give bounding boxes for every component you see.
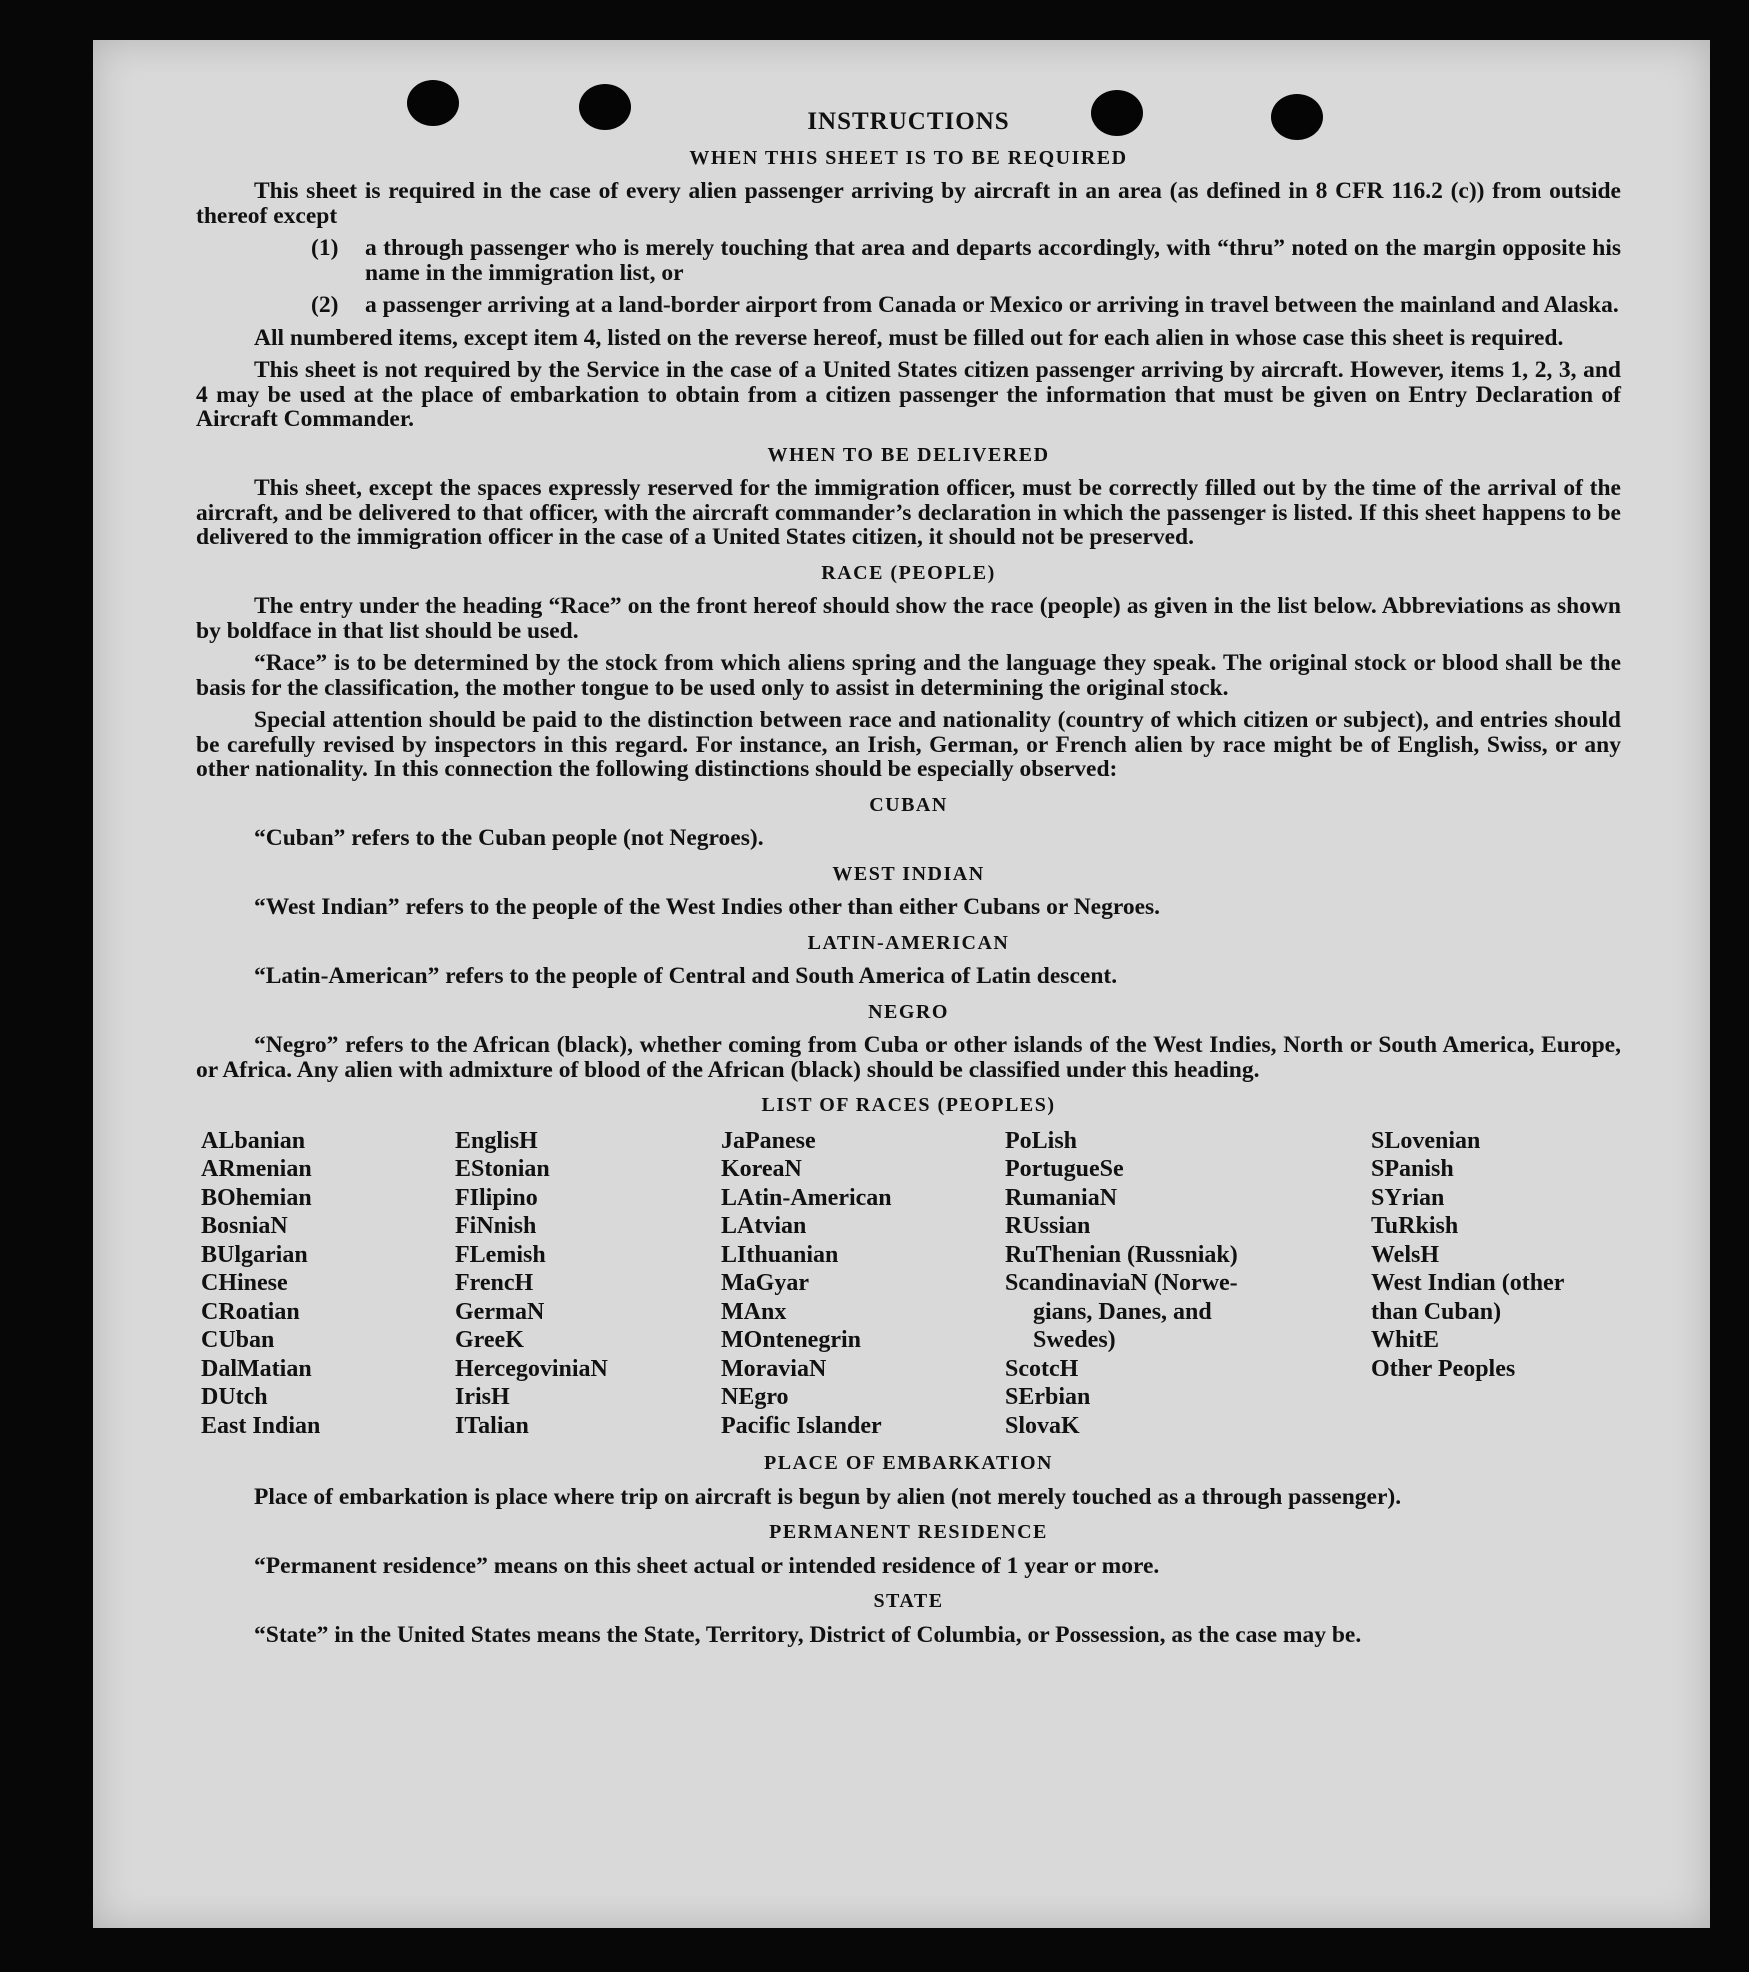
- race-entry: ARmenian: [201, 1156, 312, 1182]
- instructions-body: [196, 106, 1621, 1655]
- races-column-3: [721, 1127, 1005, 1441]
- race-paragraph-1: The entry under the heading “Race” on the front hereof should show the race (people) as given in the list below. Abbreviations as shown by boldface in that list should be used.: [196, 593, 1621, 644]
- section-heading-embarkation: PLACE OF EMBARKATION: [764, 1452, 1053, 1474]
- race-entry: FrencH: [455, 1270, 534, 1296]
- race-entry: JaPanese: [721, 1127, 816, 1154]
- race-entry: TuRkish: [1371, 1213, 1459, 1239]
- exception-item: [311, 293, 1621, 318]
- race-entry: CUban: [201, 1327, 275, 1353]
- state-paragraph: “State” in the United States means the State, Territory, District of Columbia, or Possession, as the case may be.: [254, 1621, 1362, 1648]
- section-heading-residence: PERMANENT RESIDENCE: [769, 1521, 1048, 1543]
- exception-text: a through passenger who is merely touching that area and departs accordingly, with “thru” noted on the margin opposite his name in the immigration list, or: [365, 235, 1621, 286]
- race-entry: ALbanian: [201, 1127, 306, 1154]
- race-entry: BOhemian: [201, 1184, 312, 1211]
- section-heading-race: RACE (PEOPLE): [821, 561, 996, 584]
- race-entry: GreeK: [455, 1327, 524, 1353]
- race-entry: BUlgarian: [201, 1241, 308, 1268]
- race-entry: PoLish: [1005, 1127, 1078, 1154]
- exception-item: [311, 236, 1621, 285]
- page-title: INSTRUCTIONS: [807, 108, 1010, 135]
- race-entry: ScandinaviaN (Norwe-: [1005, 1270, 1238, 1296]
- document-sheet: [93, 40, 1710, 1928]
- race-entry: PortugueSe: [1005, 1156, 1124, 1182]
- race-entry-continued: Swedes): [1033, 1327, 1116, 1353]
- race-entry: CRoatian: [201, 1298, 300, 1325]
- race-entry: MoraviaN: [721, 1355, 827, 1382]
- section-heading-negro: NEGRO: [868, 1000, 949, 1023]
- exception-number: (2): [311, 292, 339, 318]
- exception-text: a passenger arriving at a land-border airport from Canada or Mexico or arriving in travel between the mainland and Alaska.: [365, 292, 1619, 318]
- section-heading-latin-american: LATIN-AMERICAN: [807, 931, 1010, 954]
- section-heading-delivered: WHEN TO BE DELIVERED: [767, 443, 1050, 466]
- race-entry: MOntenegrin: [721, 1327, 861, 1353]
- race-entry: ITalian: [455, 1412, 529, 1439]
- section-heading-west-indian: WEST INDIAN: [832, 862, 985, 885]
- race-entry: CHinese: [201, 1270, 288, 1296]
- races-column-5: [1371, 1127, 1621, 1441]
- negro-paragraph: “Negro” refers to the African (black), whether coming from Cuba or other islands of the West Indies, North or South America, Europe, or Africa. Any alien with admixture of blood of the African (black) should be classified under this heading.: [196, 1032, 1621, 1083]
- race-paragraph-3: Special attention should be paid to the distinction between race and nationality (country of which citizen or subject), and entries should be carefully revised by inspectors in this regard. For instance, an Irish, German, or French alien by race might be of English, Swiss, or any other nationality. In this connection the following distinctions should be especially observed:: [196, 707, 1621, 782]
- races-column-1: [201, 1127, 455, 1441]
- race-entry: IrisH: [455, 1384, 510, 1410]
- citizen-paragraph: This sheet is not required by the Service in the case of a United States citizen passenger arriving by aircraft. However, items 1, 2, 3, and 4 may be used at the place of embarkation to obtain from a citizen passenger the information that must be given on Entry Declaration of Aircraft Commander.: [196, 357, 1621, 432]
- cuban-paragraph: “Cuban” refers to the Cuban people (not Negroes).: [254, 825, 764, 851]
- race-entry-continued: gians, Danes, and: [1033, 1298, 1212, 1325]
- race-entry: LIthuanian: [721, 1241, 839, 1268]
- race-entry: LAtin-American: [721, 1184, 892, 1211]
- residence-paragraph: “Permanent residence” means on this sheet actual or intended residence of 1 year or more.: [254, 1552, 1160, 1579]
- race-entry: SErbian: [1005, 1384, 1091, 1410]
- race-entry: SLovenian: [1371, 1127, 1481, 1154]
- race-entry: SPanish: [1371, 1156, 1454, 1182]
- race-entry: WelsH: [1371, 1241, 1440, 1268]
- race-entry: MaGyar: [721, 1270, 809, 1296]
- race-entry: DUtch: [201, 1384, 268, 1410]
- race-entry: FLemish: [455, 1241, 546, 1268]
- race-entry: East Indian: [201, 1412, 321, 1439]
- section-heading-cuban: CUBAN: [869, 793, 948, 816]
- race-entry: Other Peoples: [1371, 1355, 1516, 1382]
- race-entry: BosniaN: [201, 1213, 288, 1239]
- race-paragraph-2: “Race” is to be determined by the stock from which aliens spring and the language they speak. The original stock or blood shall be the basis for the classification, the mother tongue to be used only to assist in determining the original stock.: [196, 650, 1621, 701]
- race-entry: FIlipino: [455, 1184, 538, 1211]
- race-entry: KoreaN: [721, 1156, 802, 1182]
- races-list: [201, 1127, 1621, 1441]
- required-intro: This sheet is required in the case of every alien passenger arriving by aircraft in an area (as defined in 8 CFR 116.2 (c)) from outside thereof except: [196, 178, 1621, 229]
- exception-number: (1): [311, 235, 339, 261]
- race-entry: West Indian (other: [1371, 1270, 1565, 1296]
- race-entry: RUssian: [1005, 1213, 1091, 1239]
- race-entry: RumaniaN: [1005, 1184, 1118, 1211]
- race-entry: WhitE: [1371, 1327, 1440, 1353]
- race-entry: RuThenian (Russniak): [1005, 1241, 1238, 1268]
- race-entry: FiNnish: [455, 1213, 537, 1239]
- section-heading-required: WHEN THIS SHEET IS TO BE REQUIRED: [689, 146, 1128, 169]
- race-entry: DalMatian: [201, 1355, 312, 1382]
- latin-american-paragraph: “Latin-American” refers to the people of Central and South America of Latin descent.: [254, 963, 1118, 989]
- section-heading-state: STATE: [873, 1590, 944, 1612]
- race-entry: GermaN: [455, 1298, 545, 1325]
- section-heading-races-list: LIST OF RACES (PEOPLES): [761, 1094, 1056, 1116]
- race-entry: EnglisH: [455, 1127, 538, 1154]
- numbered-items-paragraph: All numbered items, except item 4, listed on the reverse hereof, must be filled out for each alien in whose case this sheet is required.: [254, 324, 1564, 351]
- race-entry-continued: than Cuban): [1371, 1298, 1502, 1325]
- race-entry: MAnx: [721, 1298, 787, 1325]
- race-entry: Pacific Islander: [721, 1412, 882, 1439]
- race-entry: HercegoviniaN: [455, 1355, 608, 1382]
- embarkation-paragraph: Place of embarkation is place where trip on aircraft is begun by alien (not merely touched as a through passenger).: [254, 1483, 1402, 1510]
- delivered-paragraph: This sheet, except the spaces expressly reserved for the immigration officer, must be correctly filled out by the time of the arrival of the aircraft, and be delivered to that officer, with the aircraft commander’s declaration in which the passenger is listed. If this sheet happens to be delivered to the immigration officer in the case of a United States citizen, it should not be preserved.: [196, 475, 1621, 550]
- race-entry: SlovaK: [1005, 1412, 1080, 1439]
- race-entry: NEgro: [721, 1384, 789, 1410]
- races-column-4: [1005, 1127, 1371, 1441]
- race-entry: LAtvian: [721, 1213, 807, 1239]
- west-indian-paragraph: “West Indian” refers to the people of the West Indies other than either Cubans or Negroes.: [254, 894, 1161, 920]
- race-entry: SYrian: [1371, 1184, 1445, 1211]
- race-entry: ScotcH: [1005, 1355, 1079, 1382]
- races-column-2: [455, 1127, 721, 1441]
- race-entry: EStonian: [455, 1156, 550, 1182]
